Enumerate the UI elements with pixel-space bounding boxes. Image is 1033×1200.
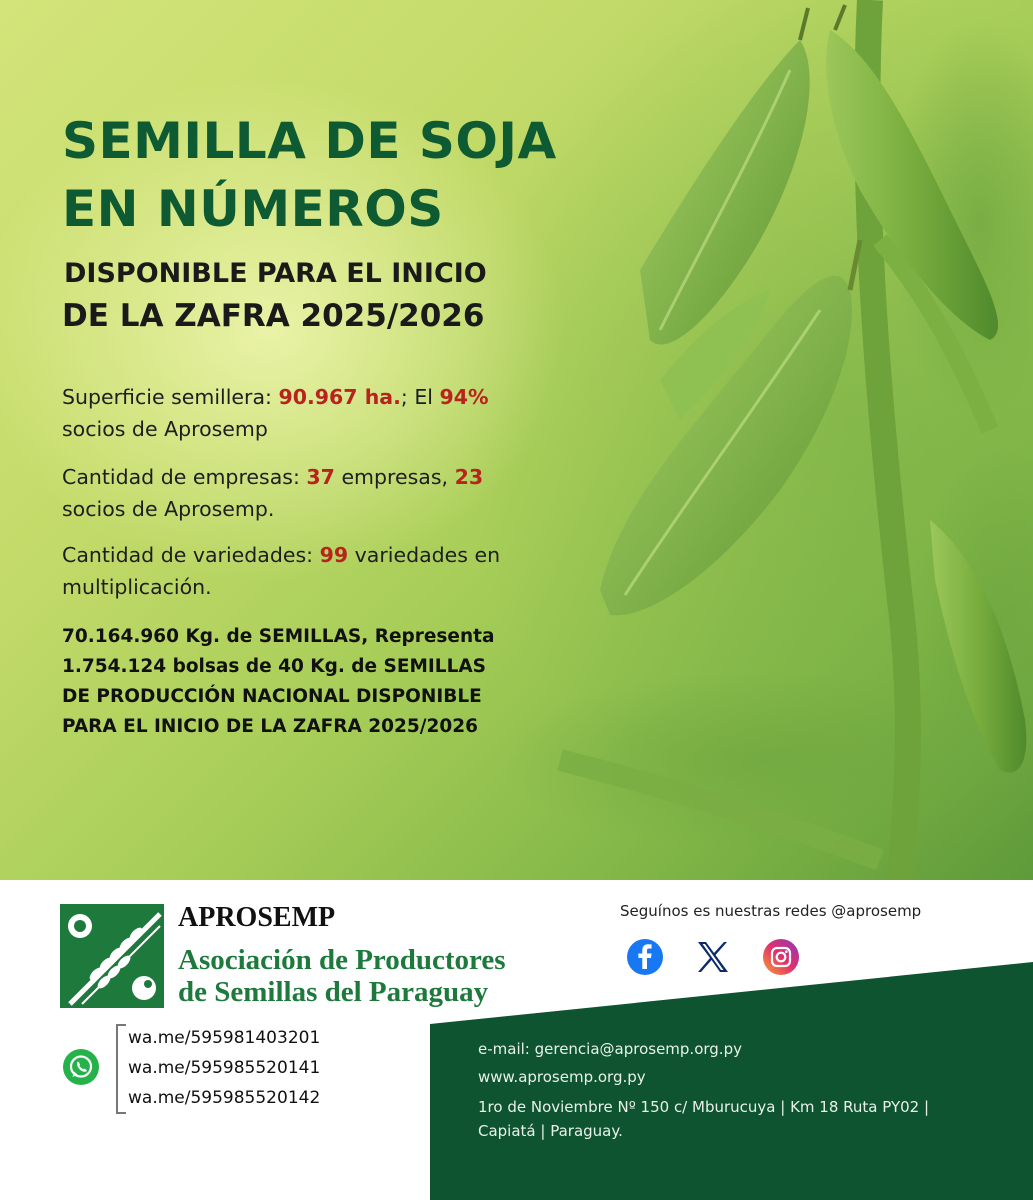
- summary-line: PARA EL INICIO DE LA ZAFRA 2025/2026: [62, 716, 479, 737]
- footer: [0, 880, 1033, 1200]
- whatsapp-link-2[interactable]: wa.me/595985520141: [128, 1058, 321, 1078]
- stat-label: Cantidad de empresas:: [62, 465, 307, 489]
- stat-members: 23: [454, 465, 484, 489]
- stat-text: empresas,: [334, 465, 455, 489]
- whatsapp-icon[interactable]: [62, 1048, 100, 1086]
- stat-text: ; El: [400, 385, 440, 409]
- subheadline-line-2: DE LA ZAFRA 2025/2026: [62, 298, 485, 334]
- stat-label: Superficie semillera:: [62, 385, 279, 409]
- stat-text: socios de Aprosemp: [62, 417, 268, 441]
- stat-value: 37: [306, 465, 335, 489]
- whatsapp-bracket: [116, 1024, 126, 1114]
- whatsapp-link-3[interactable]: wa.me/595985520142: [128, 1088, 321, 1108]
- stat-text: multiplicación.: [62, 575, 212, 599]
- social-follow-text: Seguínos es nuestras redes @aprosemp: [620, 902, 922, 920]
- stat-value: 99: [319, 543, 349, 567]
- stat-seed-surface: [62, 381, 582, 445]
- wheat-seed-logo-icon: [60, 904, 164, 1008]
- stat-text: socios de Aprosemp.: [62, 497, 275, 521]
- stat-label: Cantidad de variedades:: [62, 543, 320, 567]
- aprosemp-logo: [60, 904, 164, 1008]
- stat-value: 90.967 ha.: [278, 385, 401, 409]
- contact-website[interactable]: www.aprosemp.org.py: [478, 1068, 646, 1086]
- contact-email[interactable]: e-mail: gerencia@aprosemp.org.py: [478, 1040, 742, 1058]
- stat-text: variedades en: [348, 543, 501, 567]
- production-summary: [62, 622, 602, 742]
- summary-line: DE PRODUCCIÓN NACIONAL DISPONIBLE: [62, 686, 482, 707]
- contact-address-line-2: Capiatá | Paraguay.: [478, 1122, 623, 1140]
- summary-line: 1.754.124 bolsas de 40 Kg. de SEMILLAS: [62, 656, 487, 677]
- stat-companies: [62, 461, 582, 525]
- stat-varieties: [62, 539, 582, 603]
- org-name-line-1: Asociación de Productores: [178, 944, 506, 976]
- org-name-line-2: de Semillas del Paraguay: [178, 976, 489, 1008]
- stat-percent: 94%: [439, 385, 489, 409]
- contact-address-line-1: 1ro de Noviembre Nº 150 c/ Mburucuya | Km 18 Ruta PY02 |: [478, 1098, 930, 1116]
- summary-line: 70.164.960 Kg. de SEMILLAS, Representa: [62, 626, 495, 647]
- whatsapp-link-1[interactable]: wa.me/595981403201: [128, 1028, 321, 1048]
- headline-line-1: SEMILLA DE SOJA: [62, 112, 557, 170]
- headline-line-2: EN NÚMEROS: [62, 180, 444, 238]
- org-acronym: APROSEMP: [178, 902, 336, 933]
- subheadline-line-1: DISPONIBLE PARA EL INICIO: [64, 258, 487, 289]
